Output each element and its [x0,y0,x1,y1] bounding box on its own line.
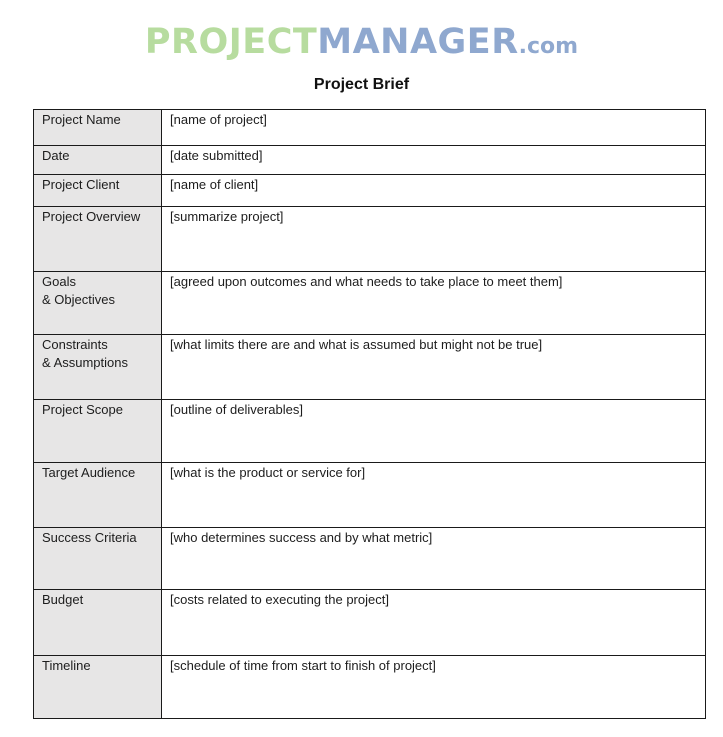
row-label: Success Criteria [34,528,162,590]
row-value[interactable]: [what is the product or service for] [162,463,706,528]
table-row-project-client [34,175,706,207]
row-label-line: Constraints [42,337,108,352]
table-row-timeline [34,656,706,719]
row-label-line: & Assumptions [42,355,128,370]
table-row-project-name [34,110,706,146]
row-label: Project Client [34,175,162,207]
table-row-budget [34,590,706,656]
table-row-success-criteria [34,528,706,590]
project-brief-table [33,109,706,719]
row-label: Date [34,146,162,175]
row-value[interactable]: [name of client] [162,175,706,207]
row-value[interactable]: [outline of deliverables] [162,400,706,463]
row-value[interactable]: [who determines success and by what metric] [162,528,706,590]
table-row-date [34,146,706,175]
logo-domain-text: .com [518,34,579,59]
row-label: Project Scope [34,400,162,463]
row-label: Budget [34,590,162,656]
row-value[interactable]: [schedule of time from start to finish of project] [162,656,706,719]
table-row-goals-objectives [34,272,706,335]
row-label [34,272,162,335]
row-label: Timeline [34,656,162,719]
row-value[interactable]: [agreed upon outcomes and what needs to take place to meet them] [162,272,706,335]
projectmanager-logo [0,20,723,69]
row-value[interactable]: [summarize project] [162,207,706,272]
row-value[interactable]: [costs related to executing the project] [162,590,706,656]
row-label-line: Goals [42,274,76,289]
page-title: Project Brief [313,76,410,93]
row-label: Project Overview [34,207,162,272]
row-label: Project Name [34,110,162,146]
table-row-project-overview [34,207,706,272]
row-label: Target Audience [34,463,162,528]
table-row-target-audience [34,463,706,528]
row-label [34,335,162,400]
row-value[interactable]: [name of project] [162,110,706,146]
row-label-line: & Objectives [42,292,115,307]
table-row-constraints-assumptions [34,335,706,400]
logo-project-text: PROJECT [144,22,318,62]
logo-manager-text: MANAGER [317,22,519,62]
row-value[interactable]: [what limits there are and what is assumed but might not be true] [162,335,706,400]
table-row-project-scope [34,400,706,463]
row-value[interactable]: [date submitted] [162,146,706,175]
